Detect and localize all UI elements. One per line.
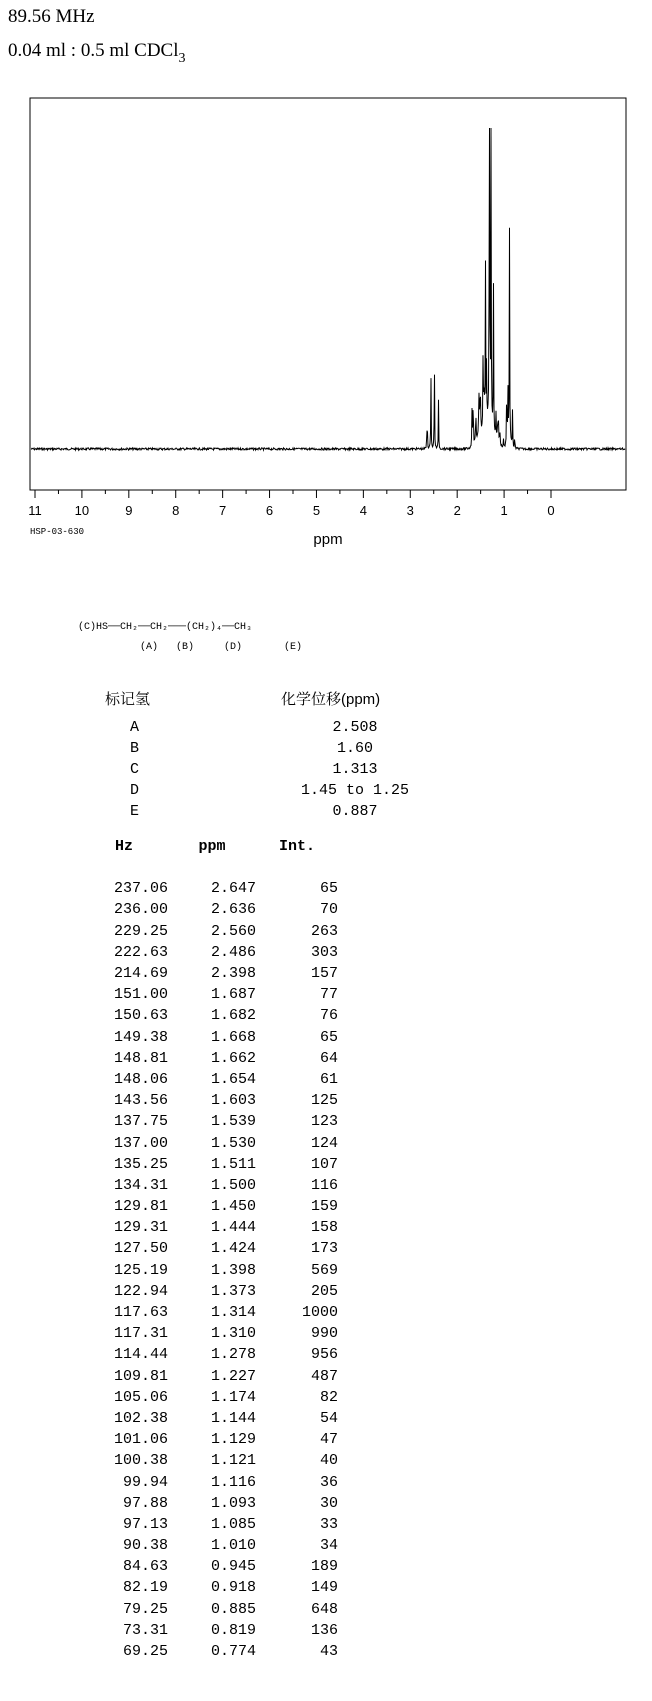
peak-hz: 102.38 [113,1409,168,1427]
peak-ppm: 1.500 [210,1176,256,1194]
ppm-header: ppm [198,838,226,855]
peak-intensity: 990 [310,1325,338,1343]
peak-hz: 97.88 [122,1494,168,1512]
peak-intensity: 569 [310,1261,338,1279]
peak-ppm: 0.774 [210,1643,256,1661]
peak-hz: 149.38 [113,1028,168,1046]
assignment-row [100,759,430,780]
peak-hz: 109.81 [113,1367,168,1385]
peak-hz: 122.94 [113,1282,168,1300]
table-row [80,1599,338,1620]
peak-hz: 236.00 [113,901,168,919]
peak-intensity: 124 [310,1134,338,1152]
peak-intensity: 47 [319,1431,338,1449]
peak-ppm: 1.314 [210,1304,256,1322]
peak-table [80,836,338,1662]
x-axis-tick-labels [28,503,554,518]
peak-ppm: 0.885 [210,1600,256,1618]
peak-ppm: 0.918 [210,1579,256,1597]
table-row [80,1154,338,1175]
table-row [80,1450,338,1471]
peak-intensity: 159 [310,1198,338,1216]
peak-intensity: 123 [310,1113,338,1131]
peak-hz: 148.81 [113,1049,168,1067]
x-tick-label: 3 [406,503,414,518]
peak-ppm: 1.603 [210,1092,256,1110]
structure-formula: (C)HS──CH₂──CH₂───(CH₂)₄──CH₃ [78,622,253,633]
peak-intensity: 487 [310,1367,338,1385]
table-row [80,1344,338,1365]
peak-hz: 105.06 [113,1388,168,1406]
peak-hz: 117.63 [113,1304,168,1322]
peak-intensity: 64 [319,1049,338,1067]
table-row [80,1027,338,1048]
peak-intensity: 189 [310,1558,338,1576]
peak-ppm: 1.424 [210,1240,256,1258]
table-row [80,1366,338,1387]
peak-ppm: 1.511 [210,1155,256,1173]
assignment-shift: 0.887 [332,803,378,820]
table-row [80,1260,338,1281]
assignment-label: C [130,761,140,778]
peak-hz: 127.50 [113,1240,168,1258]
assignment-shift: 1.313 [332,761,378,778]
x-axis-label: ppm [313,531,343,548]
assignment-table [100,717,430,822]
peak-intensity: 43 [319,1643,338,1661]
peak-ppm: 0.945 [210,1558,256,1576]
peak-table-header [80,836,338,857]
peak-hz: 222.63 [113,943,168,961]
peak-hz: 151.00 [113,986,168,1004]
peak-hz: 214.69 [113,965,168,983]
table-row [80,963,338,984]
peak-ppm: 1.668 [210,1028,256,1046]
assignment-label: D [130,782,140,799]
peak-ppm: 2.636 [210,901,256,919]
assignment-label: E [130,803,140,820]
peak-intensity: 136 [310,1621,338,1639]
table-row [80,1281,338,1302]
peak-hz: 129.81 [113,1198,168,1216]
table-row [80,1132,338,1153]
peak-ppm: 2.647 [210,880,256,898]
peak-hz: 125.19 [113,1261,168,1279]
peak-ppm: 1.085 [210,1515,256,1533]
peak-hz: 114.44 [113,1346,168,1364]
peak-ppm: 1.450 [210,1198,256,1216]
peak-hz: 117.31 [113,1325,168,1343]
peak-intensity: 116 [310,1176,338,1194]
peak-ppm: 1.093 [210,1494,256,1512]
peak-ppm: 1.687 [210,986,256,1004]
table-row [80,1556,338,1577]
table-row [80,1196,338,1217]
x-tick-label: 11 [28,503,42,518]
peak-hz: 90.38 [122,1537,168,1555]
peak-hz: 135.25 [113,1155,168,1173]
x-tick-label: 2 [453,503,461,518]
peak-intensity: 107 [310,1155,338,1173]
peak-hz: 137.00 [113,1134,168,1152]
assignment-header-shift: 化学位移(ppm) [281,691,381,708]
peak-ppm: 1.144 [210,1409,256,1427]
x-tick-label: 8 [172,503,180,518]
peak-intensity: 173 [310,1240,338,1258]
peak-hz: 129.31 [113,1219,168,1237]
peak-hz: 82.19 [122,1579,168,1597]
assignment-row [100,801,430,822]
spectrum-trace [31,128,625,450]
structure-labels: (A) (B) (D) (E) [140,642,303,653]
peak-hz: 137.75 [113,1113,168,1131]
peak-intensity: 125 [310,1092,338,1110]
peak-intensity: 40 [319,1452,338,1470]
peak-intensity: 157 [310,965,338,983]
peak-hz: 101.06 [113,1431,168,1449]
peak-hz: 100.38 [113,1452,168,1470]
peak-intensity: 82 [319,1388,338,1406]
table-row [80,899,338,920]
x-tick-label: 10 [74,503,90,518]
peak-ppm: 2.560 [210,922,256,940]
peak-intensity: 30 [319,1494,338,1512]
peak-ppm: 1.539 [210,1113,256,1131]
peak-ppm: 1.444 [210,1219,256,1237]
x-tick-label: 5 [312,503,321,518]
peak-intensity: 70 [319,901,338,919]
table-row [80,1577,338,1598]
peak-intensity: 1000 [301,1304,338,1322]
solvent-text: 0.04 ml : 0.5 ml CDCl [8,40,179,61]
peak-ppm: 2.398 [210,965,256,983]
peak-ppm: 1.654 [210,1070,256,1088]
x-tick-label: 7 [219,503,227,518]
x-tick-label: 9 [125,503,133,518]
table-row [80,1641,338,1662]
int-header: Int. [278,838,315,855]
nmr-spectrum-chart [0,0,652,560]
peak-intensity: 158 [310,1219,338,1237]
assignment-label: B [130,740,140,757]
table-row [80,1048,338,1069]
peak-ppm: 1.278 [210,1346,256,1364]
table-row [80,878,338,899]
peak-ppm: 1.373 [210,1282,256,1300]
table-row [80,1620,338,1641]
spectrum-code: HSP-03-630 [30,527,85,537]
plot-frame [30,98,626,490]
table-row [80,1493,338,1514]
assignment-header-label: 标记氢 [105,691,151,708]
table-row [80,1238,338,1259]
peak-intensity: 77 [319,986,338,1004]
peak-intensity: 76 [319,1007,338,1025]
peak-intensity: 34 [319,1537,338,1555]
assignment-shift: 1.45 to 1.25 [300,782,410,799]
table-row [80,1175,338,1196]
table-row [80,1408,338,1429]
peak-intensity: 65 [319,1028,338,1046]
peak-intensity: 61 [319,1070,338,1088]
peak-ppm: 1.530 [210,1134,256,1152]
table-row [80,1535,338,1556]
x-tick-label: 4 [359,503,367,518]
peak-intensity: 33 [319,1515,338,1533]
peak-ppm: 2.486 [210,943,256,961]
peak-ppm: 0.819 [210,1621,256,1639]
assignment-shift: 2.508 [332,719,378,736]
table-row [80,1471,338,1492]
peak-intensity: 54 [319,1409,338,1427]
peak-hz: 148.06 [113,1070,168,1088]
peak-hz: 79.25 [122,1600,168,1618]
assignment-row [100,717,430,738]
x-axis-ticks [35,490,551,498]
table-row [80,1387,338,1408]
peak-hz: 229.25 [113,922,168,940]
table-row [80,1514,338,1535]
table-row [80,1217,338,1238]
table-row [80,1302,338,1323]
peak-hz: 150.63 [113,1007,168,1025]
x-tick-label: 1 [500,503,508,518]
assignment-row [100,780,430,801]
peak-ppm: 1.227 [210,1367,256,1385]
peak-ppm: 1.662 [210,1049,256,1067]
peak-hz: 134.31 [113,1176,168,1194]
table-row [80,1429,338,1450]
peak-hz: 97.13 [122,1515,168,1533]
peak-hz: 69.25 [122,1643,168,1661]
peak-ppm: 1.121 [210,1452,256,1470]
peak-ppm: 1.682 [210,1007,256,1025]
peak-intensity: 956 [310,1346,338,1364]
spectrometer-frequency: 89.56 MHz [8,6,95,27]
peak-hz: 237.06 [113,880,168,898]
peak-hz: 73.31 [122,1621,168,1639]
peak-intensity: 65 [319,880,338,898]
table-row [80,1323,338,1344]
table-row [80,1111,338,1132]
assignment-shift: 1.60 [336,740,373,757]
peak-intensity: 303 [310,943,338,961]
assignment-label: A [130,719,140,736]
peak-intensity: 648 [310,1600,338,1618]
peak-ppm: 1.174 [210,1388,256,1406]
peak-ppm: 1.116 [210,1473,256,1491]
peak-ppm: 1.310 [210,1325,256,1343]
peak-ppm: 1.398 [210,1261,256,1279]
peak-hz: 143.56 [113,1092,168,1110]
table-row [80,942,338,963]
peak-hz: 99.94 [122,1473,168,1491]
x-tick-label: 0 [547,503,555,518]
table-row [80,1069,338,1090]
peak-intensity: 263 [310,922,338,940]
peak-hz: 84.63 [122,1558,168,1576]
table-row [80,921,338,942]
peak-intensity: 36 [319,1473,338,1491]
peak-intensity: 149 [310,1579,338,1597]
table-row [80,1090,338,1111]
x-tick-label: 6 [265,503,274,518]
peak-intensity: 205 [310,1282,338,1300]
table-row [80,1005,338,1026]
peak-ppm: 1.010 [210,1537,256,1555]
hz-header: Hz [114,838,133,855]
assignment-row [100,738,430,759]
peak-ppm: 1.129 [210,1431,256,1449]
solvent-subscript: 3 [178,51,186,66]
table-row [80,984,338,1005]
